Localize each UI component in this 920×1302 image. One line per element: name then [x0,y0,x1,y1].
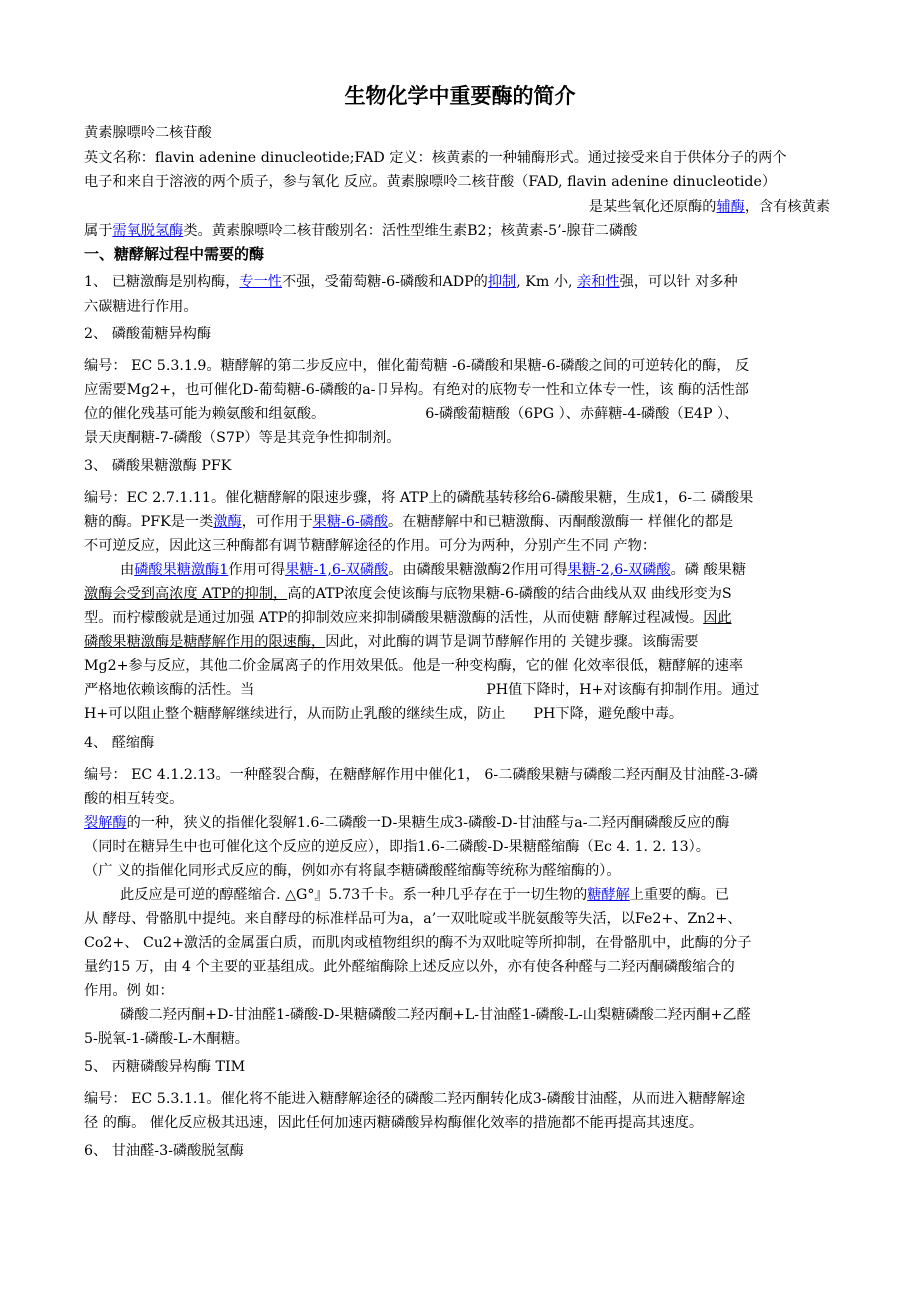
glycolysis-link[interactable]: 糖酵解 [587,887,630,903]
intro-line: 属于需氧脱氢酶类。黄素腺嘌呤二核苷酸别名：活性型维生素B2；核黄素-5’-腺苷二磷酸 [84,223,638,239]
enzyme-5-line: 径 的酶。 催化反应极其迅速，因此任何加速丙糖磷酸异构酶催化效率的措施都不能再提高其速度。 [84,1115,704,1131]
enzyme-2-line: 位的催化残基可能为赖氨酸和组氨酸。 6-磷酸葡糖酸（6PG ）、赤藓糖-4-磷酸（E4P ）、 [84,406,739,422]
enzyme-4-line: 此反应是可逆的醇醛缩合. △G°』5.73千卡。系一种几乎存在于一切生物的糖酵解上重要的酶。已 [120,887,730,903]
f16bp-link[interactable]: 果糖-1,6-双磷酸 [285,562,389,578]
enzyme-3-line: H+可以阻止整个糖酵解继续进行，从而防止乳酸的继续生成，防止 PH下降，避免酸中毒。 [84,706,684,722]
enzyme-4-line: （同时在糖异生中也可催化这个反应的逆反应），即指1.6-二磷酸-D-果糖醛缩酶（Ec 4. 1. 2. 13）。 [84,839,710,855]
enzyme-3-line: 由磷酸果糖激酶1作用可得果糖-1,6-双磷酸。由磷酸果糖激酶2作用可得果糖-2,6-双磷酸。磷 酸果糖 [120,562,747,578]
enzyme-4-line: 编号： EC 4.1.2.13。一种醛裂合酶，在糖酵解作用中催化1， 6-二磷酸果糖与磷酸二羟丙酮及甘油醛-3-磷 [84,767,758,783]
enzyme-3-line: 激酶会受到高浓度 ATP的抑制，高的ATP浓度会使该酶与底物果糖-6-磷酸的结合曲线从双 曲线形变为S [84,586,732,602]
inhibition-link[interactable]: 抑制 [487,274,517,290]
affinity-link[interactable]: 亲和性 [577,274,620,290]
specificity-link[interactable]: 专一性 [239,274,282,290]
enzyme-2-heading: 2、 磷酸葡糖异构酶 [84,326,212,342]
kinase-link[interactable]: 激酶 [213,514,242,530]
enzyme-2-line: 应需要Mg2+，也可催化D-葡萄糖-6-磷酸的a-卩异构。有绝对的底物专一性和立体专一性，该 酶的活性部 [84,382,749,398]
lyase-link[interactable]: 裂解酶 [84,815,127,831]
enzyme-4-line: 酸的相互转变。 [84,791,184,807]
enzyme-5-line: 编号： EC 5.3.1.1。催化将不能进入糖酵解途径的磷酸二羟丙酮转化成3-磷酸甘油醛，从而进入糖酵解途 [84,1091,746,1107]
enzyme-1-line: 六碳糖进行作用。 [84,299,198,315]
coenzyme-link[interactable]: 辅酶 [716,199,745,215]
enzyme-4-line: 5-脱氧-1-磷酸-L-木酮糖。 [84,1031,249,1047]
enzyme-3-line: 型。而柠檬酸就是通过加强 ATP的抑制效应来抑制磷酸果糖激酶的活性，从而使糖 酵解过程减慢。因此 [84,610,732,626]
enzyme-3-line: 磷酸果糖激酶是糖酵解作用的限速酶，因此，对此酶的调节是调节酵解作用的 关键步骤。该酶需要 [84,634,699,650]
enzyme-4-line: Co2+、 Cu2+激活的金属蛋白质，而肌肉或植物组织的酶不为双吡啶等所抑制，在骨骼肌中，此酶的分子 [84,935,752,951]
enzyme-3-line: 编号：EC 2.7.1.11。催化糖酵解的限速步骤，将 ATP上的磷酰基转移给6-磷酸果糖，生成1，6-二 磷酸果 [84,490,754,506]
intro-line: 电子和来自于溶液的两个质子，参与氧化 反应。黄素腺嘌呤二核苷酸（FAD, flavin adenine dinucleotide） [84,174,777,190]
enzyme-4-line: 作用。例 如： [84,983,174,999]
enzyme-3-line: 严格地依赖该酶的活性。当 PH值下降时，H+对该酶有抑制作用。通过 [84,682,760,698]
aerobic-dehydrogenase-link[interactable]: 需氧脱氢酶 [112,223,184,239]
enzyme-2-line: 景天庚酮糖-7-磷酸（S7P）等是其竞争性抑制剂。 [84,430,401,446]
enzyme-6-heading: 6、 甘油醛-3-磷酸脱氢酶 [84,1143,244,1159]
enzyme-4-line: （广 义的指催化同形式反应的酶，例如亦有将鼠李糖磷酸醛缩酶等统称为醛缩酶的）。 [84,863,621,879]
enzyme-3-line: 糖的酶。PFK是一类激酶，可作用于果糖-6-磷酸。在糖酵解中和已糖激酶、丙酮酸激酶一 样催化的都是 [84,514,734,530]
page-title: 生物化学中重要酶的简介 [344,83,576,108]
enzyme-3-line: Mg2+参与反应，其他二价金属离子的作用效果低。他是一种变构酶，它的催 化效率很低，糖酵解的速率 [84,658,744,674]
f26bp-link[interactable]: 果糖-2,6-双磷酸 [567,562,671,578]
enzyme-4-line: 从 酵母、骨骼肌中提纯。来自酵母的标准样品可为a，a’一双吡啶或半胱氨酸等失活，以Fe2+、Zn2+、 [84,911,742,927]
enzyme-4-heading: 4、 醛缩酶 [84,735,155,751]
enzyme-4-line: 磷酸二羟丙酮+D-甘油醛1-磷酸-D-果糖磷酸二羟丙酮+L-甘油醛1-磷酸-L-山梨糖磷酸二羟丙酮+乙醛 [120,1007,751,1023]
intro-line: 是某些氧化还原酶的辅酶，含有核黄素 [588,199,830,215]
enzyme-3-line: 不可逆反应，因此这三种酶都有调节糖酵解途径的作用。可分为两种，分别产生不同 产物： [84,538,657,554]
section-heading: 一、糖酵解过程中需要的酶 [84,245,265,263]
intro-line: 英文名称：flavin adenine dinucleotide;FAD 定义：核黄素的一种辅酶形式。通过接受来自于供体分子的两个 [84,150,787,166]
fructose-6-phosphate-link[interactable]: 果糖-6-磷酸 [312,514,389,530]
enzyme-4-line: 量约15 万，由 4 个主要的亚基组成。此外醛缩酶除上述反应以外，亦有使各种醛与二羟丙酮磷酸缩合的 [84,959,735,975]
enzyme-2-line: 编号： EC 5.3.1.9。糖酵解的第二步反应中，催化葡萄糖 -6-磷酸和果糖-6-磷酸之间的可逆转化的酶， 反 [84,358,750,374]
enzyme-4-line: 裂解酶的一种，狭义的指催化裂解1.6-二磷酸一D-果糖生成3-磷酸-D-甘油醛与a-二羟丙酮磷酸反应的酶 [84,815,730,831]
enzyme-5-heading: 5、 丙糖磷酸异构酶 TIM [84,1059,246,1075]
intro-name: 黄素腺嘌呤二核苷酸 [84,125,212,141]
pfk1-link[interactable]: 磷酸果糖激酶1 [134,562,229,578]
enzyme-3-heading: 3、 磷酸果糖激酶 PFK [84,458,232,474]
enzyme-1-paragraph: 1、 已糖激酶是别构酶，专一性不强，受葡萄糖-6-磷酸和ADP的抑制, Km 小, 亲和性强，可以针 对多种 [84,274,738,290]
